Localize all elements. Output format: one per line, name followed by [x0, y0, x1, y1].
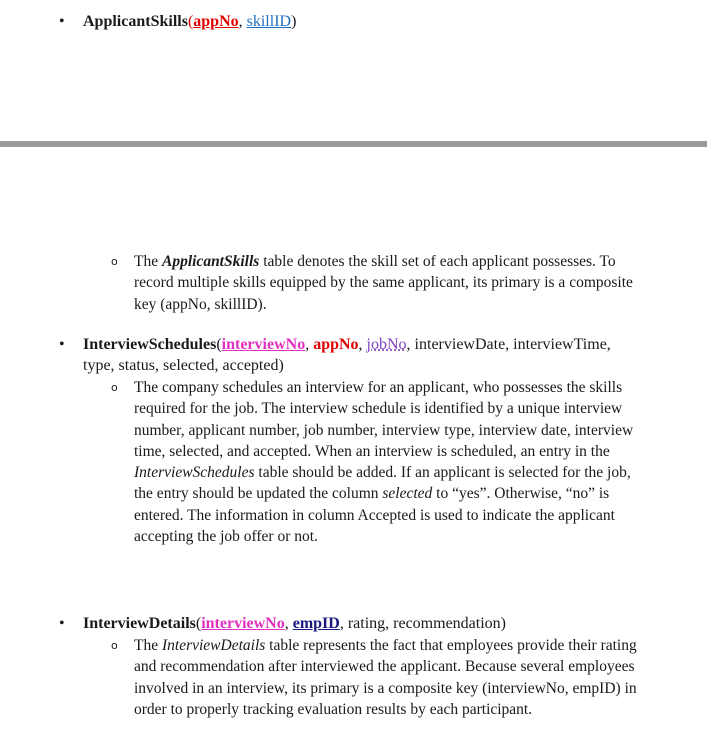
schedule-heading — [83, 334, 619, 377]
key-appno: appNo — [313, 336, 359, 353]
separator-comma: , — [305, 336, 314, 353]
table-name: InterviewDetails — [83, 615, 196, 632]
text-pre: The — [134, 253, 162, 270]
close-paren: ) — [291, 13, 297, 30]
description-text — [134, 251, 656, 315]
text-part-3: to “yes”. Otherwise, “no” is entered. The information in column Accepted is used to indicate the applicant accepting the job offer or not. — [134, 485, 615, 546]
text-column: selected — [382, 485, 433, 503]
description-text — [134, 635, 641, 720]
open-paren: ( — [216, 336, 222, 353]
key-interviewno: interviewNo — [221, 336, 306, 353]
description-text — [134, 377, 651, 547]
text-table: ApplicantSkills — [161, 253, 260, 270]
text-part-2: table represents the fact that employees provide their rating and recommendation after interviewed the applicant. Because several employees involved in an interview, its primary is a composite key (interviewNo, empID) in order to properly tracking evaluation results by each participant. — [134, 637, 637, 718]
separator-comma: , — [284, 615, 293, 632]
applicant-skills-description — [111, 251, 656, 315]
key-skillid: skillID — [246, 13, 292, 30]
text-table: InterviewDetails — [161, 637, 266, 654]
bullet-dot: • — [59, 13, 65, 30]
table-name: InterviewSchedules — [83, 336, 217, 353]
text-part-1: The company schedules an interview for an applicant, who possesses the skills required for the job. The interview schedule is identified by a unique interview number, applicant number, job number, interview type, interview date, interview time, selected, and accepted. When an interview is scheduled, an entry in the — [134, 379, 634, 460]
interview-details-description — [111, 635, 641, 720]
attribute-list: , interviewDate, interviewTime, type, status, selected, accepted) — [83, 336, 611, 375]
attribute-list: , rating, recommendation) — [339, 615, 506, 632]
details-heading — [83, 613, 619, 634]
table-name: ApplicantSkills — [83, 13, 188, 30]
key-empid: empID — [292, 615, 340, 632]
page-separator — [0, 141, 707, 147]
open-paren: ( — [187, 13, 194, 30]
sub-bullet-marker: o — [111, 381, 118, 394]
text-part-1: The — [134, 637, 162, 654]
separator-comma: , — [238, 13, 247, 30]
text-part-2: table should be added. If an applicant is selected for the job, the entry should be updated the column — [134, 464, 631, 503]
sub-bullet-marker: o — [111, 639, 118, 652]
interview-schedules-description — [111, 377, 651, 547]
bullet-interview-schedules — [59, 334, 619, 377]
bullet-dot: • — [59, 615, 65, 632]
open-paren: ( — [195, 615, 202, 632]
bullet-dot: • — [59, 336, 65, 353]
key-interviewno: interviewNo — [201, 615, 285, 632]
text-post: table denotes the skill set of each applicant possesses. To record multiple skills equipped by the same applicant, its primary is a composite key (appNo, skillID). — [134, 253, 633, 313]
key-jobno: jobNo — [366, 336, 407, 353]
bullet-applicant-skills — [59, 13, 296, 31]
key-appno: appNo — [193, 13, 239, 30]
bullet-interview-details — [59, 613, 619, 634]
text-table: InterviewSchedules — [134, 464, 255, 482]
separator-comma: , — [358, 336, 367, 353]
sub-bullet-marker: o — [111, 255, 118, 268]
